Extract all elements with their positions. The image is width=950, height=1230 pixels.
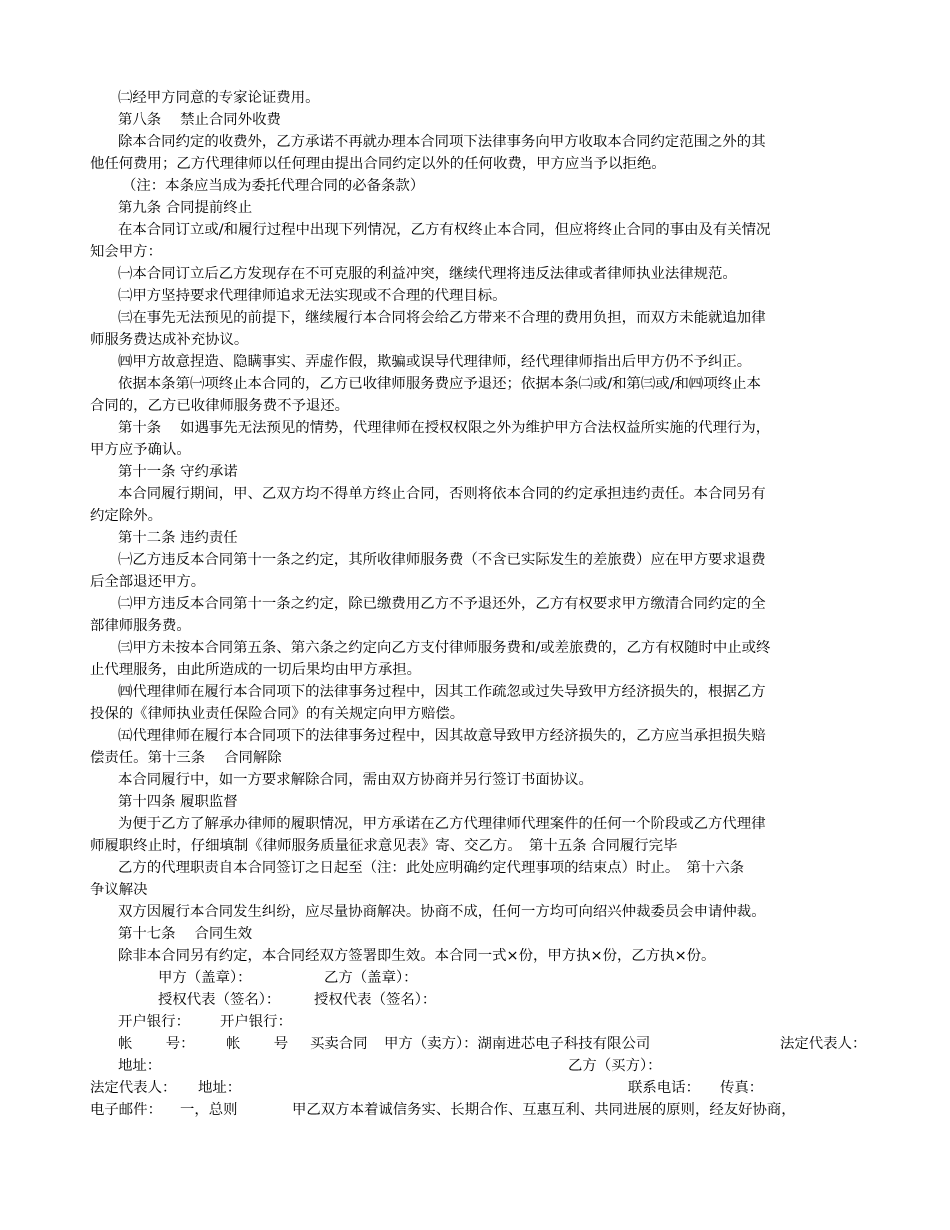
text-line: 甲方应予确认。 <box>90 442 191 458</box>
article-12-heading: 第十二条 违约责任 <box>118 530 238 546</box>
article-16-line: 乙方的代理职责自本合同签订之日起至（注：此处应明确约定代理事项的结束点）时止。 第十六条 <box>118 860 744 876</box>
seller-line: 甲方（卖方）：湖南进芯电子科技有限公司 <box>384 1036 651 1052</box>
rep-b-label: 授权代表（签名）： <box>314 992 437 1008</box>
text-line: 止代理服务，由此所造成的一切后果均由甲方承担。 <box>90 662 421 678</box>
text-line: 依据本条第㈠项终止本合同的，乙方已收律师服务费应予退还；依据本条㈡或/和第㈢或/和㈣项终止本 <box>118 376 761 392</box>
article-8-heading: 第八条 禁止合同外收费 <box>118 112 281 128</box>
fax-label: 传真： <box>720 1080 764 1096</box>
sales-contract-title: 买卖合同 <box>310 1036 368 1052</box>
account-a-label: 帐 号： <box>118 1036 195 1052</box>
text-line: ㈣甲方故意捏造、隐瞒事实、弄虚作假，欺骗或误导代理律师，经代理律师指出后甲方仍不予纠正。 <box>118 354 752 370</box>
text-line: 师服务费达成补充协议。 <box>90 332 249 348</box>
legal-rep-label: 法定代表人： <box>780 1036 867 1052</box>
text-line: ㈡甲方违反本合同第十一条之约定，除已缴费用乙方不予退还外，乙方有权要求甲方缴清合同约定的全 <box>118 596 766 612</box>
text-line: 为便于乙方了解承办律师的履职情况，甲方承诺在乙方代理律师代理案件的任何一个阶段或乙方代理律 <box>118 816 766 832</box>
note-line: （注：本条应当成为委托代理合同的必备条款） <box>122 178 425 194</box>
text-line: 除非本合同另有约定，本合同经双方签署即生效。本合同一式×份，甲方执×份，乙方执×份。 <box>118 948 716 964</box>
text-line: 争议解决 <box>90 882 148 898</box>
text-line: ㈤代理律师在履行本合同项下的法律事务过程中，因其故意导致甲方经济损失的，乙方应当承担损失赔 <box>118 728 766 744</box>
text-line: 他任何费用；乙方代理律师以任何理由提出合同约定以外的任何收费，甲方应当予以拒绝。 <box>90 156 666 172</box>
text-line: ㈢在事先无法预见的前提下，继续履行本合同将会给乙方带来不合理的费用负担，而双方未能就追加律 <box>118 310 766 326</box>
article-15-line: 师履职终止时，仔细填制《律师服务质量征求意见表》寄、交乙方。 第十五条 合同履行完毕 <box>90 838 678 854</box>
text-line: 后全部退还甲方。 <box>90 574 206 590</box>
article-17-heading: 第十七条 合同生效 <box>118 926 253 942</box>
text-line: ㈠本合同订立后乙方发现存在不可克服的利益冲突，继续代理将违反法律或者律师执业法律规范。 <box>118 266 737 282</box>
text-line: 除本合同约定的收费外，乙方承诺不再就办理本合同项下法律事务向甲方收取本合同约定范围之外的其 <box>118 134 766 150</box>
article-11-heading: 第十一条 守约承诺 <box>118 464 238 480</box>
article-13-line: 偿责任。第十三条 合同解除 <box>90 750 282 766</box>
text-line: ㈡经甲方同意的专家论证费用。 <box>118 90 320 106</box>
legal-rep-label: 法定代表人： <box>90 1080 177 1096</box>
text-line: 本合同履行中，如一方要求解除合同，需由双方协商并另行签订书面协议。 <box>118 772 593 788</box>
address-label: 地址： <box>118 1058 162 1074</box>
party-a-seal-label: 甲方（盖章）： <box>158 970 252 986</box>
address-label: 地址： <box>198 1080 242 1096</box>
bank-b-label: 开户银行： <box>220 1014 292 1030</box>
text-line: ㈣代理律师在履行本合同项下的法律事务过程中，因其工作疏忽或过失导致甲方经济损失的，根据乙方 <box>118 684 766 700</box>
phone-label: 联系电话： <box>628 1080 700 1096</box>
party-b-seal-label: 乙方（盖章）： <box>324 970 418 986</box>
article-10-line: 第十条 如遇事先无法预见的情势，代理律师在授权权限之外为维护甲方合法权益所实施的代理行为， <box>118 420 771 436</box>
text-line: 知会甲方： <box>90 244 162 260</box>
buyer-label: 乙方（买方）： <box>568 1058 662 1074</box>
rep-a-label: 授权代表（签名）： <box>158 992 281 1008</box>
text-line: 本合同履行期间，甲、乙双方均不得单方终止合同，否则将依本合同的约定承担违约责任。本合同另有 <box>118 486 766 502</box>
text-line: 在本合同订立或/和履行过程中出现下列情况，乙方有权终止本合同，但应将终止合同的事由及有关情况 <box>118 222 771 238</box>
text-line: 投保的《律师执业责任保险合同》的有关规定向甲方赔偿。 <box>90 706 465 722</box>
text-line: ㈡甲方坚持要求代理律师追求无法实现或不合理的代理目标。 <box>118 288 507 304</box>
general-text: 甲乙双方本着诚信务实、长期合作、互惠互利、共同进展的原则，经友好协商， <box>292 1102 796 1118</box>
account-b-label: 帐 号 <box>226 1036 289 1052</box>
article-9-heading: 第九条 合同提前终止 <box>118 200 253 216</box>
text-line: 约定除外。 <box>90 508 162 524</box>
text-line: 部律师服务费。 <box>90 618 191 634</box>
text-line: 双方因履行本合同发生纠纷，应尽量协商解决。协商不成，任何一方均可向绍兴仲裁委员会申请仲裁。 <box>118 904 766 920</box>
text-line: ㈠乙方违反本合同第十一条之约定，其所收律师服务费（不含已实际发生的差旅费）应在甲方要求退费 <box>118 552 766 568</box>
general-heading: 一，总则 <box>180 1102 238 1118</box>
email-label: 电子邮件： <box>90 1102 162 1118</box>
bank-a-label: 开户银行： <box>118 1014 190 1030</box>
text-line: ㈢甲方未按本合同第五条、第六条之约定向乙方支付律师服务费和/或差旅费的，乙方有权随时中止或终 <box>118 640 771 656</box>
article-14-heading: 第十四条 履职监督 <box>118 794 238 810</box>
text-line: 合同的，乙方已收律师服务费不予退还。 <box>90 398 350 414</box>
